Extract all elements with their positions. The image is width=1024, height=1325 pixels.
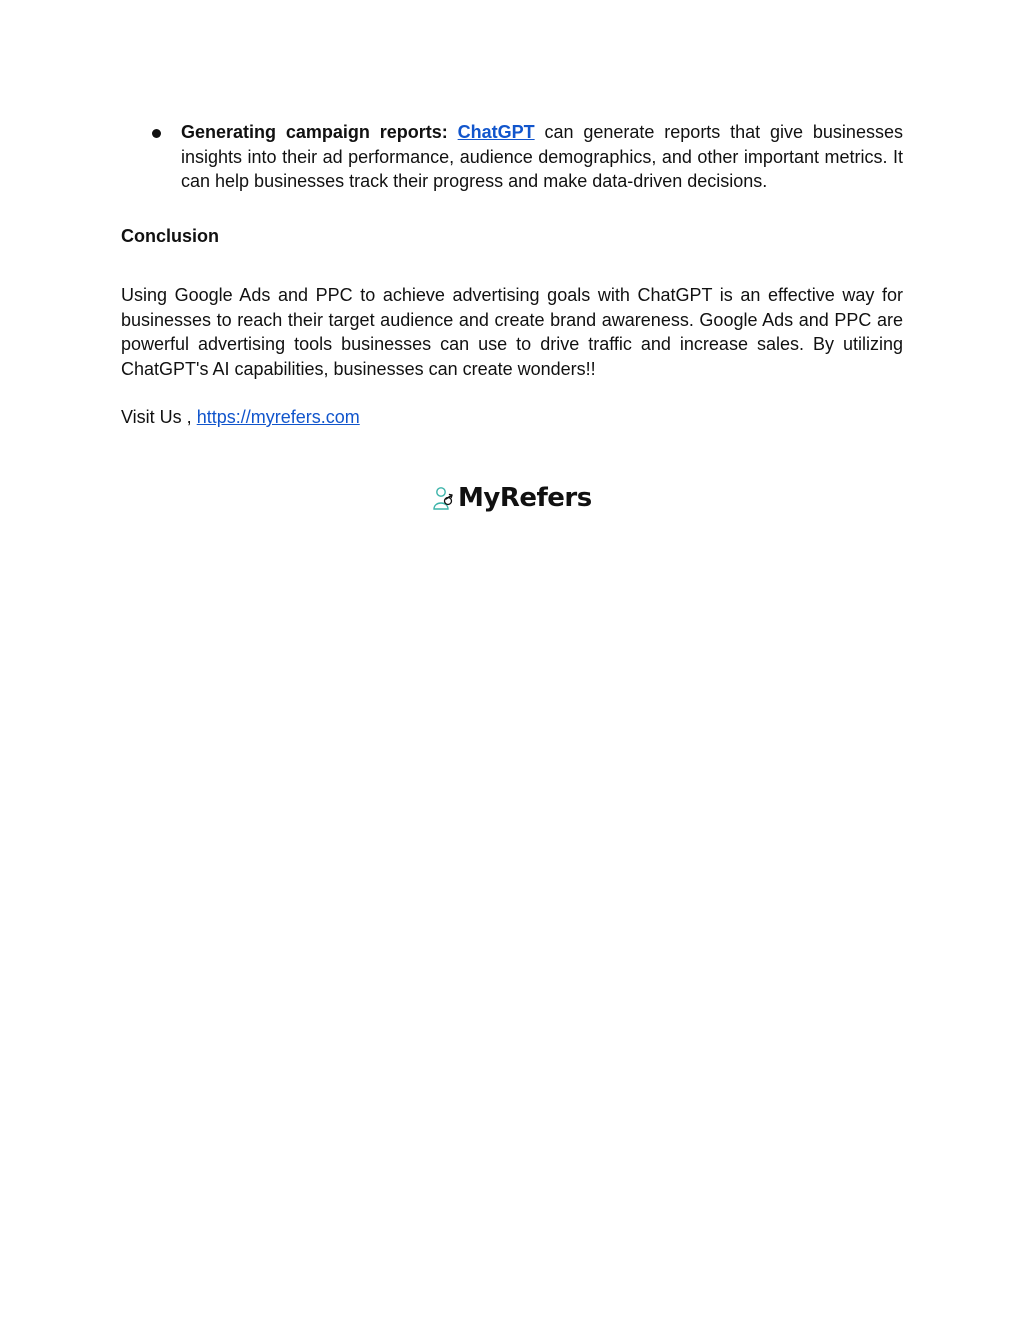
visit-prefix: Visit Us ,: [121, 407, 192, 427]
bullet-dot-icon: [152, 129, 161, 138]
myrefers-link[interactable]: https://myrefers.com: [196, 407, 360, 427]
bullet-item-campaign-reports: [121, 120, 903, 194]
bullet-text: can generate reports that give businesses insights into their ad performance, audience demographics, and other important metrics. It can help businesses track their progress and make data-driven decisions.: [181, 122, 903, 191]
person-share-icon: [432, 483, 456, 513]
chatgpt-link[interactable]: ChatGPT: [457, 122, 535, 142]
visit-line: [121, 405, 903, 430]
myrefers-logo: [432, 478, 597, 518]
logo-text: MyRefers: [458, 483, 592, 513]
bullet-label: Generating campaign reports:: [181, 122, 448, 142]
conclusion-heading: Conclusion: [121, 225, 219, 246]
document-content: [121, 120, 903, 430]
conclusion-paragraph: Using Google Ads and PPC to achieve advertising goals with ChatGPT is an effective way for businesses to reach their target audience and create brand awareness. Google Ads and PPC are powerful advertising tools businesses can use to drive traffic and increase sales. By utilizing ChatGPT's AI capabilities, businesses can create wonders!!: [121, 285, 903, 379]
